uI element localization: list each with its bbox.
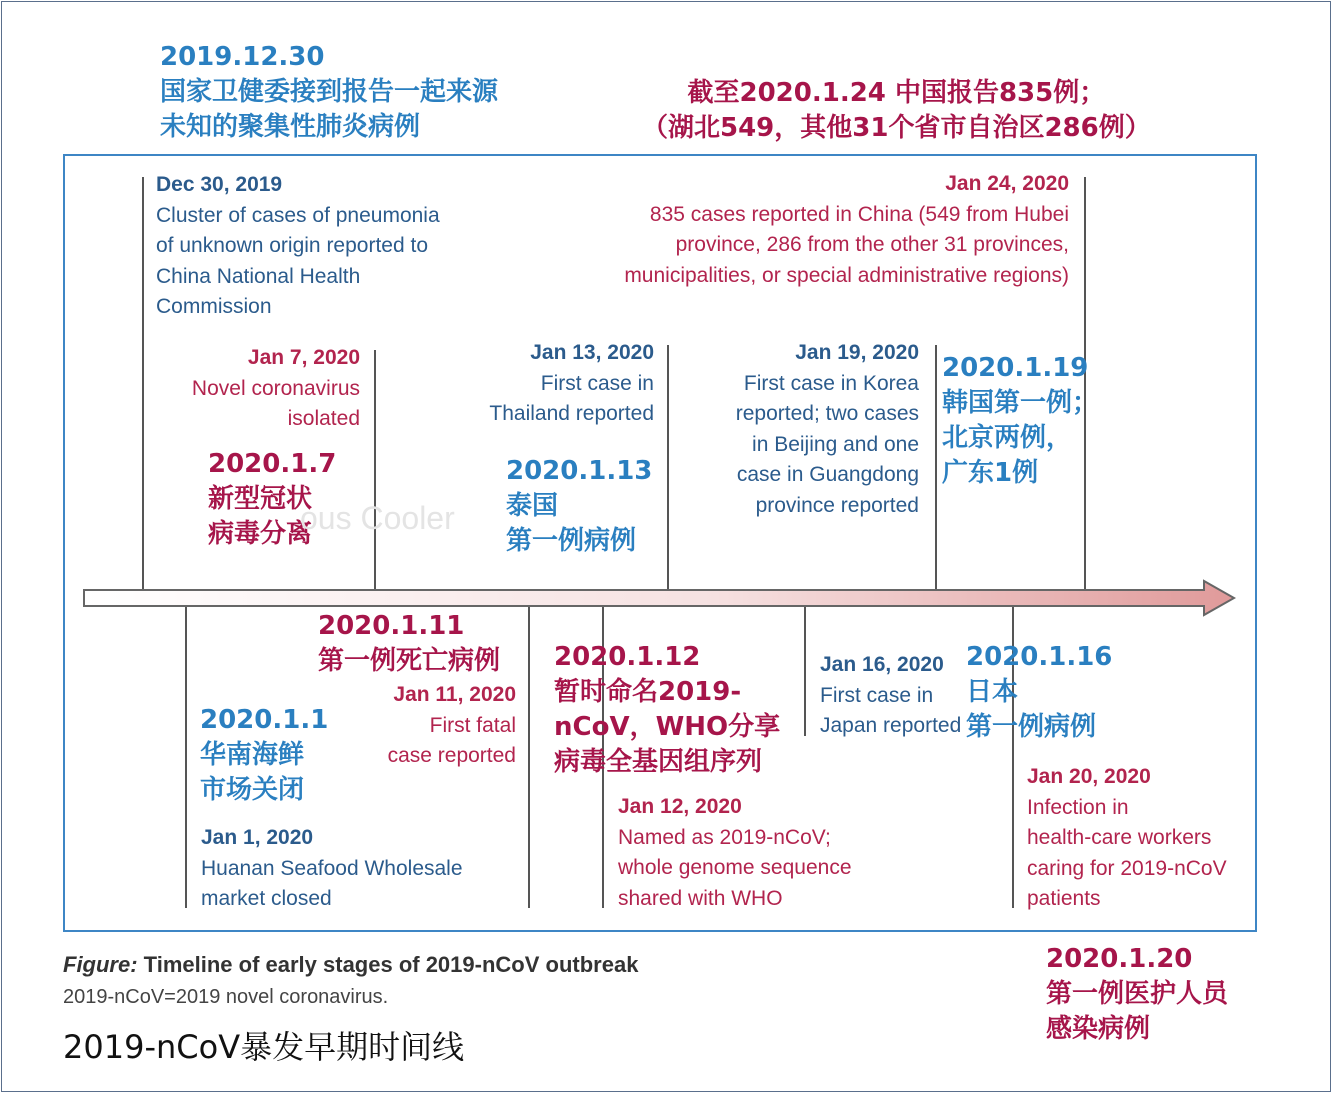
event-date: Jan 11, 2020: [393, 683, 516, 706]
cn-note-line: 2020.1.16: [966, 642, 1113, 672]
cn-note-line: 第一例病例: [506, 526, 637, 556]
cn-note-line: 北京两例，: [942, 423, 1073, 453]
cn-note-line: 2020.1.19: [942, 353, 1089, 383]
cn-note-jan13: [506, 454, 652, 559]
event-date: Jan 24, 2020: [945, 172, 1069, 195]
cn-note-line: 感染病例: [1046, 1014, 1151, 1044]
event-text: whole genome sequence: [618, 856, 852, 879]
cn-note-line: 国家卫健委接到报告一起来源: [160, 77, 499, 107]
cn-note-jan20: [1046, 942, 1228, 1047]
event-text: market closed: [201, 887, 332, 910]
event-text: First case in: [540, 371, 654, 395]
cn-note-line: nCoV，WHO分享: [554, 712, 781, 742]
event-jan20: [1027, 762, 1227, 915]
cn-note-line: 日本: [966, 677, 1019, 707]
cn-note-line: 韩国第一例；: [942, 388, 1099, 418]
cn-note-line: 第一例死亡病例: [318, 646, 501, 676]
event-text: First case in Korea: [743, 371, 919, 395]
event-text: Japan reported: [820, 714, 962, 737]
cn-note-line: 2020.1.13: [506, 456, 653, 486]
event-date: Jan 19, 2020: [795, 341, 919, 364]
figure-caption-cn: 2019-nCoV暴发早期时间线: [63, 1028, 465, 1066]
event-date: Jan 16, 2020: [820, 653, 944, 676]
cn-note-line: 未知的聚集性肺炎病例: [160, 112, 421, 142]
event-line-jan1: [185, 606, 187, 908]
event-text: case reported: [387, 744, 516, 767]
cn-note-jan19: [942, 351, 1098, 491]
event-text: shared with WHO: [618, 886, 783, 910]
event-text: reported; two cases: [735, 402, 919, 425]
event-date: Jan 12, 2020: [618, 795, 742, 818]
cn-note-jan12: [554, 640, 780, 780]
event-text: Huanan Seafood Wholesale: [201, 856, 463, 880]
cn-note-line: 第一例医护人员: [1046, 979, 1229, 1009]
event-line-dec30: [142, 177, 144, 589]
cn-note-line: 华南海鲜: [200, 740, 305, 770]
event-text: isolated: [287, 407, 360, 430]
cn-note-line: 病毒分离: [208, 519, 313, 549]
cn-note-line: 2020.1.1: [200, 705, 329, 735]
event-date: Jan 13, 2020: [530, 341, 654, 364]
cn-note-line: 泰国: [506, 491, 559, 521]
cn-note-line: 2020.1.7: [208, 449, 337, 479]
event-jan24: [624, 169, 1069, 291]
event-line-jan16: [804, 606, 806, 736]
figure-caption-note: 2019-nCoV=2019 novel coronavirus.: [63, 986, 389, 1008]
event-text: First case in: [820, 683, 934, 707]
cn-note-line: （湖北549，其他31个省市自治区286例）: [642, 113, 1151, 143]
cn-note-line: 截至2020.1.24 中国报告835例；: [687, 78, 1106, 108]
cn-note-jan16: [966, 640, 1112, 745]
event-text: First fatal: [429, 713, 516, 737]
event-line-jan11: [528, 606, 530, 908]
figure-caption-text: Timeline of early stages of 2019-nCoV outbreak: [137, 952, 639, 977]
event-date: Jan 20, 2020: [1027, 765, 1151, 788]
event-text: province reported: [755, 493, 919, 517]
event-jan12: [618, 792, 852, 914]
watermark-text: ous Cooler: [300, 500, 455, 536]
event-text: China National Health: [156, 264, 361, 288]
event-text: Named as 2019-nCoV;: [618, 825, 831, 849]
cn-note-line: 暂时命名2019-: [554, 677, 742, 707]
event-text: Commission: [156, 295, 272, 318]
cn-note-line: 市场关闭: [200, 775, 305, 805]
event-text: Novel coronavirus: [191, 376, 360, 400]
figure-caption-label: Figure:: [63, 952, 138, 977]
event-jan1: [201, 823, 463, 915]
cn-note-line: 2020.1.11: [318, 611, 465, 641]
event-text: municipalities, or special administrative regions): [624, 263, 1069, 287]
event-jan11: [388, 680, 516, 772]
event-dec30: [156, 170, 440, 323]
cn-note-jan11: [318, 609, 500, 679]
event-jan7: [192, 343, 360, 435]
cn-note-jan1: [200, 703, 328, 808]
cn-note-line: 第一例病例: [966, 712, 1097, 742]
event-text: patients: [1027, 887, 1101, 910]
cn-note-line: 2020.1.20: [1046, 944, 1193, 974]
event-text: Cluster of cases of pneumonia: [156, 203, 440, 227]
event-text: Infection in: [1027, 795, 1129, 819]
event-line-jan13: [667, 345, 669, 589]
event-date: Jan 7, 2020: [247, 346, 360, 369]
cn-note-line: 新型冠状: [208, 484, 313, 514]
event-text: of unknown origin reported to: [156, 234, 429, 257]
event-text: health-care workers: [1027, 826, 1212, 849]
event-line-jan7: [374, 350, 376, 589]
event-date: Dec 30, 2019: [156, 173, 283, 196]
cn-note-dec30: [160, 40, 498, 145]
cn-note-line: 广东1例: [942, 458, 1039, 488]
event-text: Thailand reported: [489, 402, 654, 425]
event-jan19: [736, 338, 919, 521]
event-text: case in Guangdong: [736, 463, 919, 486]
figure-caption-title: [63, 952, 638, 978]
cn-note-line: 病毒全基因组序列: [554, 747, 763, 777]
cn-note-jan24: [642, 76, 1151, 146]
event-line-jan19: [935, 345, 937, 589]
event-text: province, 286 from the other 31 provinces,: [675, 233, 1069, 256]
cn-note-line: 2020.1.12: [554, 642, 701, 672]
event-text: in Beijing and one: [752, 432, 919, 456]
event-date: Jan 1, 2020: [201, 826, 314, 849]
cn-note-line: 2019.12.30: [160, 42, 325, 72]
timeline-arrow: [82, 578, 1242, 618]
event-text: 835 cases reported in China (549 from Hubei: [649, 202, 1069, 226]
event-jan13: [489, 338, 654, 430]
event-jan16: [820, 650, 961, 742]
event-text: caring for 2019-nCoV: [1027, 856, 1227, 880]
